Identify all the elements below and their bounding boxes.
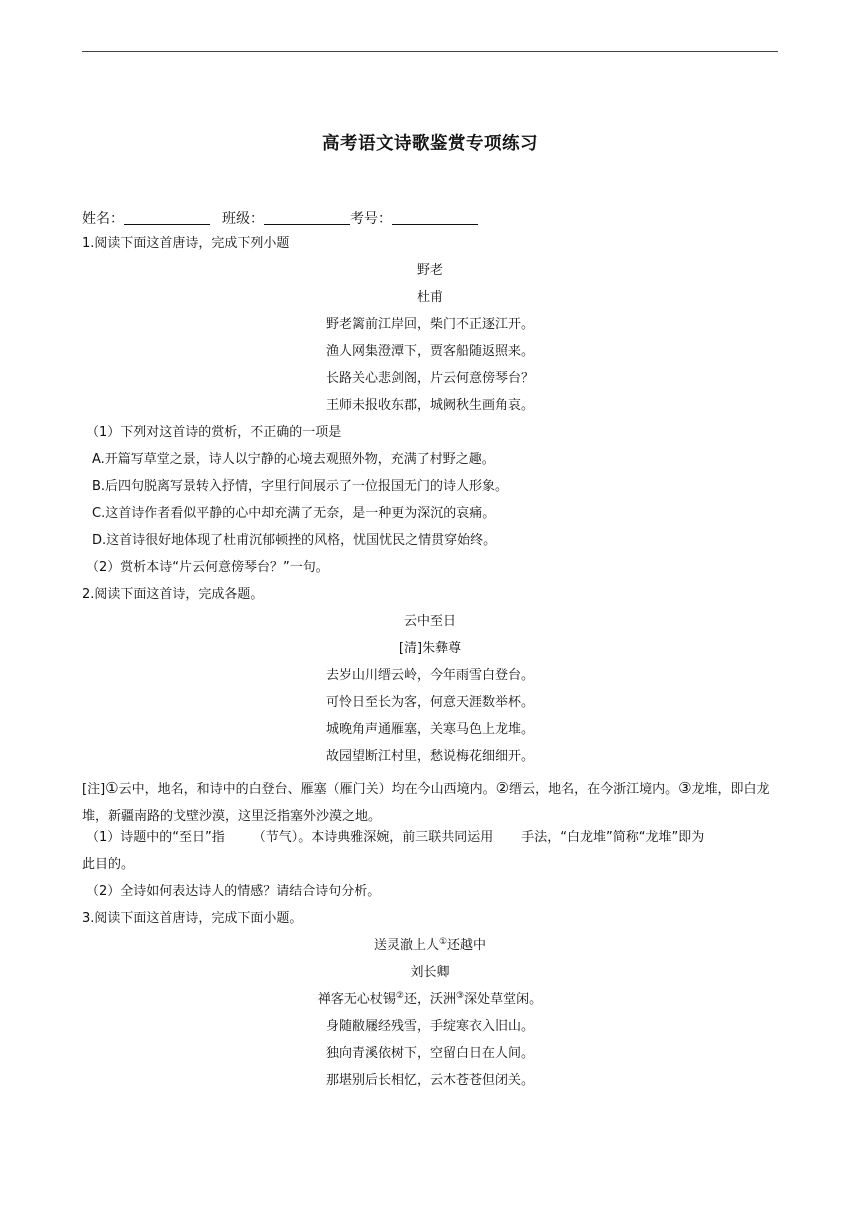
q3-poem-title xyxy=(0,937,860,955)
title-text: 送灵澈上人 xyxy=(373,938,439,953)
q1-prompt: 1.阅读下面这首唐诗，完成下列小题 xyxy=(82,236,290,251)
line-text: 禅客无心杖锡 xyxy=(317,992,396,1007)
name-label: 姓名： xyxy=(82,211,124,227)
footnote-marker: ② xyxy=(395,991,404,1001)
q2-sub1-cont: 此目的。 xyxy=(82,857,135,872)
note-marker: ① xyxy=(105,779,119,797)
q1-poem-line: 渔人网集澄潭下，贾客船随返照来。 xyxy=(325,344,534,359)
title-text: 还越中 xyxy=(447,938,487,953)
q2-poem-author: [清]朱彝尊 xyxy=(398,641,462,656)
q1-poem-title: 野老 xyxy=(416,263,443,278)
header-rule xyxy=(82,51,778,52)
q3-poem-line: 那堪别后长相忆，云木苍苍但闭关。 xyxy=(325,1073,534,1088)
class-label: 班级： xyxy=(222,211,264,227)
line-text: 还，沃洲 xyxy=(403,992,456,1007)
id-blank[interactable] xyxy=(392,210,478,225)
q2-notes xyxy=(82,775,782,830)
q1-option-d[interactable]: D.这首诗很好地体现了杜甫沉郁顿挫的风格，忧国忧民之情贯穿始终。 xyxy=(92,533,497,548)
q3-prompt: 3.阅读下面这首唐诗，完成下面小题。 xyxy=(82,911,303,926)
line-text: 深处草堂闲。 xyxy=(464,992,543,1007)
q1-poem-line: 王师未报收东郡，城阙秋生画角哀。 xyxy=(325,398,534,413)
q1-poem-author: 杜甫 xyxy=(416,290,443,305)
q2-poem-line: 去岁山川缙云岭，今年雨雪白登台。 xyxy=(325,668,534,683)
id-label: 考号： xyxy=(350,211,392,227)
q1-option-c[interactable]: C.这首诗作者看似平静的心中却充满了无奈，是一种更为深沉的哀痛。 xyxy=(92,506,496,521)
note-text: 云中，地名，和诗中的白登台、雁塞（雁门关）均在今山西境内。 xyxy=(118,782,496,797)
q3-poem-line: 独向青溪依树下，空留白日在人间。 xyxy=(325,1046,534,1061)
q2-poem-line: 可怜日至长为客，何意天涯数举杯。 xyxy=(325,695,534,710)
page-title: 高考语文诗歌鉴赏专项练习 xyxy=(322,134,538,154)
q1-option-a[interactable]: A.开篇写草堂之景，诗人以宁静的心境去观照外物，充满了村野之趣。 xyxy=(92,452,495,467)
q1-sub2: （2）赏析本诗“片云何意傍琴台？”一句。 xyxy=(86,560,329,575)
name-blank[interactable] xyxy=(124,210,210,225)
note-prefix: [注] xyxy=(82,782,106,797)
sub1-text: （1）诗题中的“至日”指 xyxy=(86,830,225,845)
q2-poem-line: 城晚角声通雁塞，关寒马色上龙堆。 xyxy=(325,722,534,737)
q3-poem-line xyxy=(0,991,860,1009)
q2-poem-title: 云中至日 xyxy=(403,614,456,629)
footnote-marker: ① xyxy=(438,937,448,947)
q1-poem-line: 长路关心悲剑阁，片云何意傍琴台？ xyxy=(325,371,534,386)
q2-prompt: 2.阅读下面这首诗，完成各题。 xyxy=(82,587,264,602)
q1-option-b[interactable]: B.后四句脱离写景转入抒情，字里行间展示了一位报国无门的诗人形象。 xyxy=(92,479,509,494)
note-text: 龙堆，即白龙堆，新疆南路的戈壁沙漠，这里泛指塞外沙漠之地。 xyxy=(82,782,770,824)
sub1-text: 手法，“白龙堆”简称“龙堆”即为 xyxy=(521,830,705,845)
note-marker: ② xyxy=(495,779,510,797)
footnote-marker: ③ xyxy=(456,991,465,1001)
class-blank[interactable] xyxy=(264,210,350,225)
note-marker: ③ xyxy=(678,779,692,797)
q2-poem-line: 故园望断江村里，愁说梅花细细开。 xyxy=(325,749,534,764)
student-info-row xyxy=(82,210,478,228)
note-text: 缙云，地名，在今浙江境内。 xyxy=(509,782,679,797)
q2-sub1 xyxy=(86,829,704,847)
q1-sub1: （1）下列对这首诗的赏析，不正确的一项是 xyxy=(86,425,342,440)
q1-poem-line: 野老篱前江岸回，柴门不正逐江开。 xyxy=(325,317,534,332)
q3-poem-author: 刘长卿 xyxy=(410,965,450,980)
q2-sub2: （2）全诗如何表达诗人的情感？请结合诗句分析。 xyxy=(86,884,381,899)
q3-poem-line: 身随敝屦经残雪，手绽寒衣入旧山。 xyxy=(325,1019,534,1034)
sub1-text: （节气）。本诗典雅深婉，前三联共同运用 xyxy=(252,830,494,845)
